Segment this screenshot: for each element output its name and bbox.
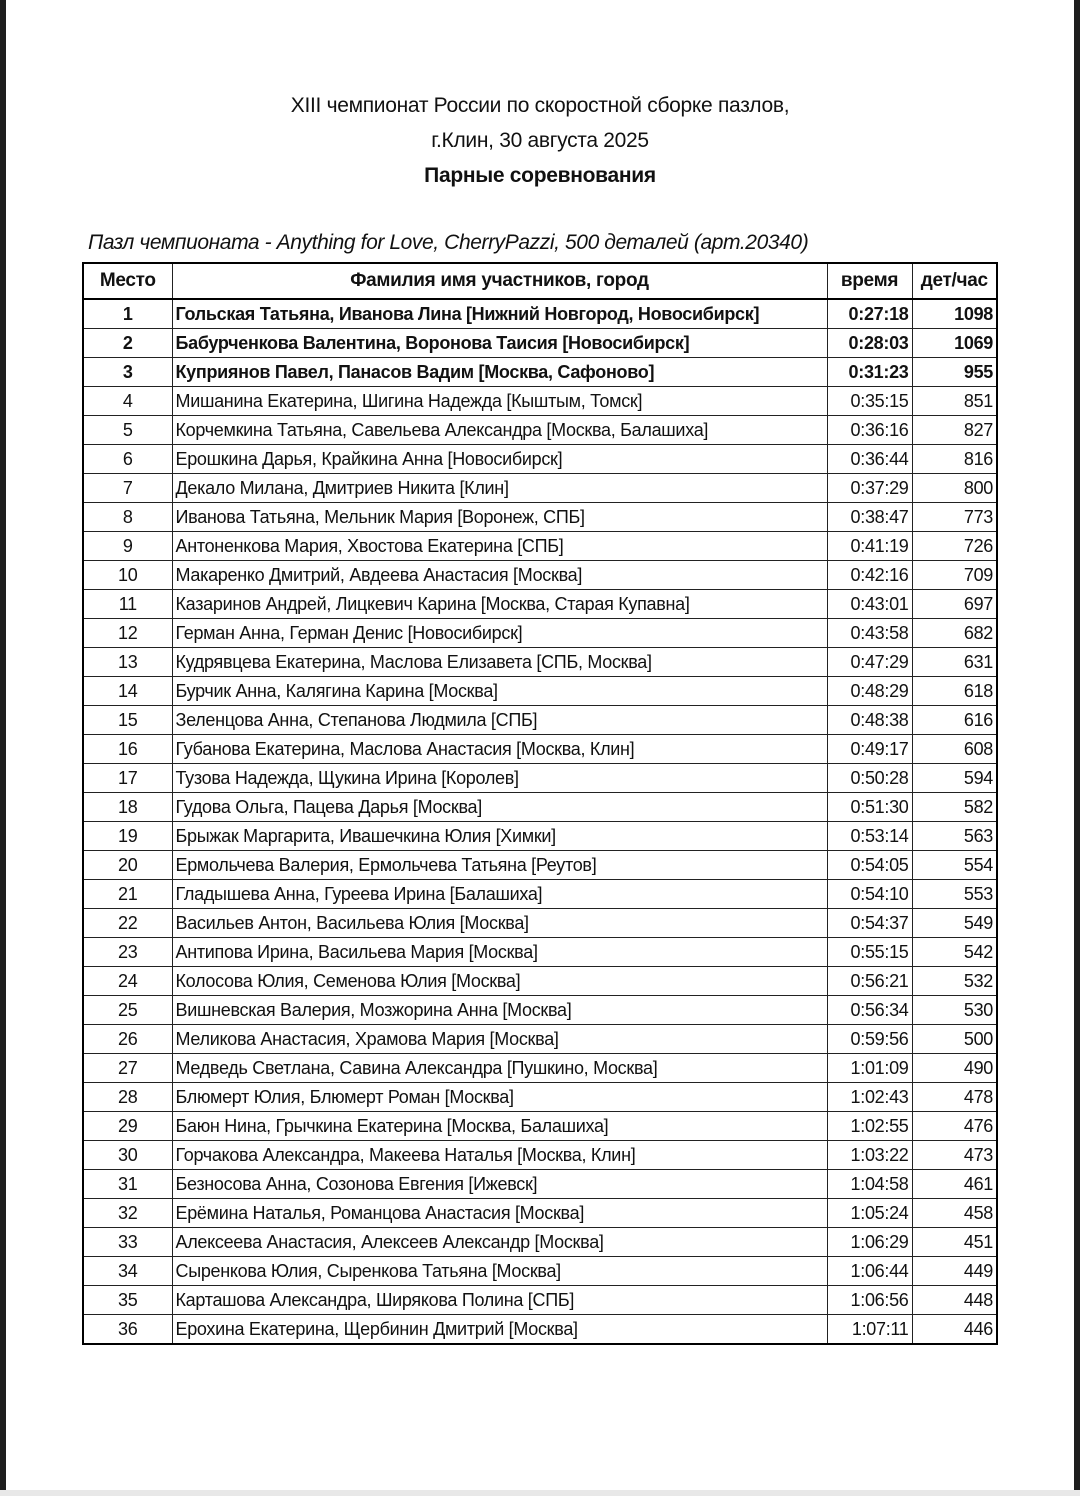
table-row bbox=[83, 1199, 997, 1228]
header-place: Место bbox=[83, 263, 172, 299]
time-cell: 1:05:24 bbox=[827, 1199, 912, 1228]
rate-cell: 697 bbox=[912, 590, 997, 619]
place-cell: 2 bbox=[83, 329, 172, 358]
window-edge-bottom bbox=[0, 1490, 1080, 1496]
table-row bbox=[83, 735, 997, 764]
participants-cell: Колосова Юлия, Семенова Юлия [Москва] bbox=[172, 967, 827, 996]
header-row bbox=[83, 263, 997, 299]
participants-cell: Меликова Анастасия, Храмова Мария [Москва] bbox=[172, 1025, 827, 1054]
time-cell: 1:01:09 bbox=[827, 1054, 912, 1083]
rate-cell: 582 bbox=[912, 793, 997, 822]
rate-cell: 532 bbox=[912, 967, 997, 996]
time-cell: 0:59:56 bbox=[827, 1025, 912, 1054]
participants-cell: Бабурченкова Валентина, Воронова Таисия [Новосибирск] bbox=[172, 329, 827, 358]
rate-cell: 530 bbox=[912, 996, 997, 1025]
place-cell: 6 bbox=[83, 445, 172, 474]
participants-cell: Вишневская Валерия, Мозжорина Анна [Москва] bbox=[172, 996, 827, 1025]
rate-cell: 449 bbox=[912, 1257, 997, 1286]
time-cell: 0:48:38 bbox=[827, 706, 912, 735]
rate-cell: 800 bbox=[912, 474, 997, 503]
participants-cell: Иванова Татьяна, Мельник Мария [Воронеж, СПБ] bbox=[172, 503, 827, 532]
place-cell: 20 bbox=[83, 851, 172, 880]
participants-cell: Медведь Светлана, Савина Александра [Пушкино, Москва] bbox=[172, 1054, 827, 1083]
place-cell: 33 bbox=[83, 1228, 172, 1257]
rate-cell: 618 bbox=[912, 677, 997, 706]
rate-cell: 955 bbox=[912, 358, 997, 387]
place-cell: 30 bbox=[83, 1141, 172, 1170]
window-edge-right bbox=[1074, 0, 1080, 1496]
time-cell: 0:38:47 bbox=[827, 503, 912, 532]
rate-cell: 473 bbox=[912, 1141, 997, 1170]
rate-cell: 554 bbox=[912, 851, 997, 880]
place-cell: 10 bbox=[83, 561, 172, 590]
time-cell: 0:50:28 bbox=[827, 764, 912, 793]
table-row bbox=[83, 967, 997, 996]
header-rate: дет/час bbox=[912, 263, 997, 299]
time-cell: 0:56:21 bbox=[827, 967, 912, 996]
rate-cell: 542 bbox=[912, 938, 997, 967]
participants-cell: Бурчик Анна, Калягина Карина [Москва] bbox=[172, 677, 827, 706]
time-cell: 0:49:17 bbox=[827, 735, 912, 764]
place-cell: 16 bbox=[83, 735, 172, 764]
place-cell: 8 bbox=[83, 503, 172, 532]
time-cell: 0:54:05 bbox=[827, 851, 912, 880]
rate-cell: 563 bbox=[912, 822, 997, 851]
participants-cell: Блюмерт Юлия, Блюмерт Роман [Москва] bbox=[172, 1083, 827, 1112]
time-cell: 0:54:10 bbox=[827, 880, 912, 909]
rate-cell: 608 bbox=[912, 735, 997, 764]
rate-cell: 631 bbox=[912, 648, 997, 677]
table-row bbox=[83, 1112, 997, 1141]
participants-cell: Карташова Александра, Ширякова Полина [СПБ] bbox=[172, 1286, 827, 1315]
rate-cell: 451 bbox=[912, 1228, 997, 1257]
time-cell: 0:47:29 bbox=[827, 648, 912, 677]
rate-cell: 490 bbox=[912, 1054, 997, 1083]
rate-cell: 851 bbox=[912, 387, 997, 416]
time-cell: 0:54:37 bbox=[827, 909, 912, 938]
place-cell: 36 bbox=[83, 1315, 172, 1345]
table-row bbox=[83, 1286, 997, 1315]
table-row bbox=[83, 329, 997, 358]
table-row bbox=[83, 619, 997, 648]
place-cell: 17 bbox=[83, 764, 172, 793]
rate-cell: 1069 bbox=[912, 329, 997, 358]
place-cell: 32 bbox=[83, 1199, 172, 1228]
time-cell: 0:43:01 bbox=[827, 590, 912, 619]
rate-cell: 682 bbox=[912, 619, 997, 648]
rate-cell: 816 bbox=[912, 445, 997, 474]
participants-cell: Безносова Анна, Созонова Евгения [Ижевск] bbox=[172, 1170, 827, 1199]
time-cell: 0:31:23 bbox=[827, 358, 912, 387]
time-cell: 1:02:55 bbox=[827, 1112, 912, 1141]
time-cell: 1:03:22 bbox=[827, 1141, 912, 1170]
table-row bbox=[83, 387, 997, 416]
time-cell: 1:06:29 bbox=[827, 1228, 912, 1257]
place-cell: 11 bbox=[83, 590, 172, 619]
time-cell: 0:53:14 bbox=[827, 822, 912, 851]
table-row bbox=[83, 1141, 997, 1170]
participants-cell: Куприянов Павел, Панасов Вадим [Москва, Сафоново] bbox=[172, 358, 827, 387]
table-row bbox=[83, 851, 997, 880]
rate-cell: 827 bbox=[912, 416, 997, 445]
place-cell: 13 bbox=[83, 648, 172, 677]
participants-cell: Казаринов Андрей, Лицкевич Карина [Москва, Старая Купавна] bbox=[172, 590, 827, 619]
place-cell: 19 bbox=[83, 822, 172, 851]
time-cell: 0:56:34 bbox=[827, 996, 912, 1025]
rate-cell: 448 bbox=[912, 1286, 997, 1315]
participants-cell: Тузова Надежда, Щукина Ирина [Королев] bbox=[172, 764, 827, 793]
time-cell: 1:06:44 bbox=[827, 1257, 912, 1286]
table-row bbox=[83, 503, 997, 532]
place-cell: 34 bbox=[83, 1257, 172, 1286]
table-row bbox=[83, 445, 997, 474]
place-cell: 1 bbox=[83, 299, 172, 329]
table-row bbox=[83, 1228, 997, 1257]
time-cell: 1:02:43 bbox=[827, 1083, 912, 1112]
results-table bbox=[82, 262, 998, 1345]
place-cell: 14 bbox=[83, 677, 172, 706]
time-cell: 0:36:44 bbox=[827, 445, 912, 474]
time-cell: 0:36:16 bbox=[827, 416, 912, 445]
place-cell: 23 bbox=[83, 938, 172, 967]
table-row bbox=[83, 1315, 997, 1345]
rate-cell: 478 bbox=[912, 1083, 997, 1112]
rate-cell: 461 bbox=[912, 1170, 997, 1199]
table-row bbox=[83, 880, 997, 909]
time-cell: 0:41:19 bbox=[827, 532, 912, 561]
table-row bbox=[83, 561, 997, 590]
table-row bbox=[83, 474, 997, 503]
participants-cell: Баюн Нина, Грычкина Екатерина [Москва, Балашиха] bbox=[172, 1112, 827, 1141]
table-row bbox=[83, 416, 997, 445]
time-cell: 0:48:29 bbox=[827, 677, 912, 706]
rate-cell: 549 bbox=[912, 909, 997, 938]
time-cell: 1:07:11 bbox=[827, 1315, 912, 1345]
time-cell: 0:37:29 bbox=[827, 474, 912, 503]
participants-cell: Гудова Ольга, Пацева Дарья [Москва] bbox=[172, 793, 827, 822]
time-cell: 1:06:56 bbox=[827, 1286, 912, 1315]
place-cell: 26 bbox=[83, 1025, 172, 1054]
rate-cell: 446 bbox=[912, 1315, 997, 1345]
window-edge-left bbox=[0, 0, 6, 1496]
time-cell: 0:35:15 bbox=[827, 387, 912, 416]
place-cell: 18 bbox=[83, 793, 172, 822]
place-cell: 15 bbox=[83, 706, 172, 735]
participants-cell: Ерохина Екатерина, Щербинин Дмитрий [Москва] bbox=[172, 1315, 827, 1345]
rate-cell: 476 bbox=[912, 1112, 997, 1141]
participants-cell: Горчакова Александра, Макеева Наталья [Москва, Клин] bbox=[172, 1141, 827, 1170]
place-cell: 9 bbox=[83, 532, 172, 561]
participants-cell: Мишанина Екатерина, Шигина Надежда [Кыштым, Томск] bbox=[172, 387, 827, 416]
participants-cell: Гладышева Анна, Гуреева Ирина [Балашиха] bbox=[172, 880, 827, 909]
time-cell: 0:42:16 bbox=[827, 561, 912, 590]
table-row bbox=[83, 996, 997, 1025]
header-time: время bbox=[827, 263, 912, 299]
place-cell: 29 bbox=[83, 1112, 172, 1141]
table-row bbox=[83, 1025, 997, 1054]
rate-cell: 1098 bbox=[912, 299, 997, 329]
participants-cell: Антипова Ирина, Васильева Мария [Москва] bbox=[172, 938, 827, 967]
place-cell: 28 bbox=[83, 1083, 172, 1112]
participants-cell: Васильев Антон, Васильева Юлия [Москва] bbox=[172, 909, 827, 938]
table-row bbox=[83, 1054, 997, 1083]
rate-cell: 594 bbox=[912, 764, 997, 793]
place-cell: 25 bbox=[83, 996, 172, 1025]
table-row bbox=[83, 909, 997, 938]
table-row bbox=[83, 358, 997, 387]
participants-cell: Ерошкина Дарья, Крайкина Анна [Новосибирск] bbox=[172, 445, 827, 474]
place-cell: 7 bbox=[83, 474, 172, 503]
place-cell: 5 bbox=[83, 416, 172, 445]
participants-cell: Корчемкина Татьяна, Савельева Александра [Москва, Балашиха] bbox=[172, 416, 827, 445]
table-row bbox=[83, 1257, 997, 1286]
place-cell: 12 bbox=[83, 619, 172, 648]
table-row bbox=[83, 590, 997, 619]
participants-cell: Кудрявцева Екатерина, Маслова Елизавета [СПБ, Москва] bbox=[172, 648, 827, 677]
place-cell: 27 bbox=[83, 1054, 172, 1083]
rate-cell: 458 bbox=[912, 1199, 997, 1228]
document-title-line1: XIII чемпионат России по скоростной сборке пазлов, bbox=[290, 94, 790, 117]
participants-cell: Декало Милана, Дмитриев Никита [Клин] bbox=[172, 474, 827, 503]
puzzle-description: Пазл чемпионата - Anything for Love, CherryPazzi, 500 деталей (арт.20340) bbox=[88, 231, 809, 254]
table-row bbox=[83, 793, 997, 822]
rate-cell: 616 bbox=[912, 706, 997, 735]
participants-cell: Брыжак Маргарита, Ивашечкина Юлия [Химки] bbox=[172, 822, 827, 851]
table-row bbox=[83, 677, 997, 706]
table-row bbox=[83, 938, 997, 967]
participants-cell: Ерёмина Наталья, Романцова Анастасия [Москва] bbox=[172, 1199, 827, 1228]
rate-cell: 726 bbox=[912, 532, 997, 561]
place-cell: 22 bbox=[83, 909, 172, 938]
place-cell: 21 bbox=[83, 880, 172, 909]
table-row bbox=[83, 822, 997, 851]
table-row bbox=[83, 299, 997, 329]
rate-cell: 773 bbox=[912, 503, 997, 532]
place-cell: 4 bbox=[83, 387, 172, 416]
participants-cell: Антоненкова Мария, Хвостова Екатерина [СПБ] bbox=[172, 532, 827, 561]
place-cell: 35 bbox=[83, 1286, 172, 1315]
participants-cell: Сыренкова Юлия, Сыренкова Татьяна [Москва] bbox=[172, 1257, 827, 1286]
rate-cell: 500 bbox=[912, 1025, 997, 1054]
table-row bbox=[83, 1170, 997, 1199]
table-row bbox=[83, 764, 997, 793]
document-title-line2: г.Клин, 30 августа 2025 bbox=[431, 129, 649, 152]
table-row bbox=[83, 1083, 997, 1112]
table-row bbox=[83, 648, 997, 677]
time-cell: 0:43:58 bbox=[827, 619, 912, 648]
rate-cell: 553 bbox=[912, 880, 997, 909]
participants-cell: Алексеева Анастасия, Алексеев Александр [Москва] bbox=[172, 1228, 827, 1257]
participants-cell: Губанова Екатерина, Маслова Анастасия [Москва, Клин] bbox=[172, 735, 827, 764]
participants-cell: Гольская Татьяна, Иванова Лина [Нижний Новгород, Новосибирск] bbox=[172, 299, 827, 329]
time-cell: 1:04:58 bbox=[827, 1170, 912, 1199]
place-cell: 31 bbox=[83, 1170, 172, 1199]
rate-cell: 709 bbox=[912, 561, 997, 590]
time-cell: 0:27:18 bbox=[827, 299, 912, 329]
time-cell: 0:55:15 bbox=[827, 938, 912, 967]
participants-cell: Зеленцова Анна, Степанова Людмила [СПБ] bbox=[172, 706, 827, 735]
header-name: Фамилия имя участников, город bbox=[172, 263, 827, 299]
place-cell: 24 bbox=[83, 967, 172, 996]
time-cell: 0:28:03 bbox=[827, 329, 912, 358]
participants-cell: Макаренко Дмитрий, Авдеева Анастасия [Москва] bbox=[172, 561, 827, 590]
table-row bbox=[83, 706, 997, 735]
table-row bbox=[83, 532, 997, 561]
place-cell: 3 bbox=[83, 358, 172, 387]
document-title-line3: Парные соревнования bbox=[424, 164, 656, 187]
time-cell: 0:51:30 bbox=[827, 793, 912, 822]
participants-cell: Герман Анна, Герман Денис [Новосибирск] bbox=[172, 619, 827, 648]
participants-cell: Ермольчева Валерия, Ермольчева Татьяна [Реутов] bbox=[172, 851, 827, 880]
